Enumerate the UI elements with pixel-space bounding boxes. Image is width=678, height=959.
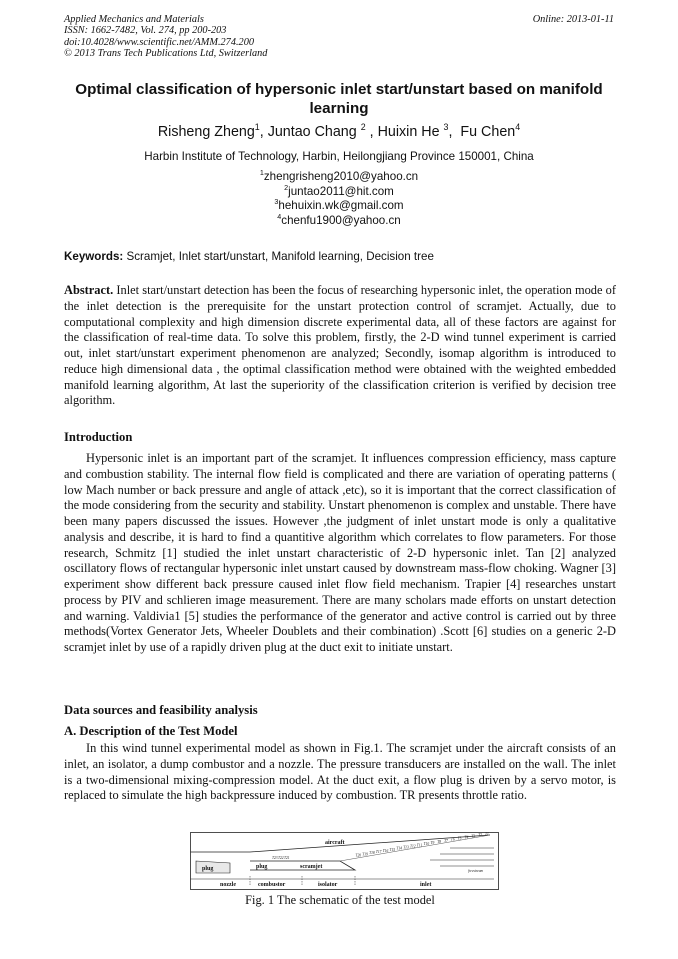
- data-sources-heading: Data sources and feasibility analysis: [64, 703, 258, 717]
- author-mark: 3: [443, 122, 449, 133]
- inlet-label: inlet: [420, 882, 432, 888]
- test-model-schematic: [190, 832, 499, 890]
- email-address: chenfu1900@yahoo.cn: [281, 213, 401, 227]
- plug-label: plug: [202, 866, 214, 872]
- author-list: Risheng Zheng$^1$, Juntao Chang $^2$ , Huixin He $^3$, Fu Chen$^4$: [157, 122, 521, 140]
- sensor-label: T9: [430, 841, 435, 846]
- isolator-label: isolator: [318, 882, 338, 888]
- sensor-label: T10: [423, 842, 430, 847]
- sensor-label: T3: [471, 834, 476, 839]
- email-entry: [64, 170, 614, 185]
- scramjet-label: scramjet: [300, 864, 323, 870]
- email-entry: [64, 182, 614, 200]
- sensor-label: T5: [457, 836, 462, 841]
- keywords-text: Scramjet, Inlet start/unstart, Manifold learning, Decision tree: [126, 250, 434, 263]
- sensor-label: T12: [410, 844, 416, 849]
- sensor-label: T13: [403, 845, 409, 850]
- abstract-text: Inlet start/unstart detection has been the focus of researching hypersonic inlet, the operation mode of the inlet detection is the prerequisite for the unstart protection control of scramjet. Actually, due to computational complexity and high dimension discrete experimental data, all of these factors are against for the classification of real-time data. To solve this problem, firstly, the 2-D wind tunnel experiment is carried out, inlet start/unstart experiment phenomenon are analyzed; Secondly, isomap algorithm is introduced to reduce high dimensional data , the optimal classification method were obtained with the weighted embedded manifold learning algorithm, At last the superiority of the classification criterion is verified by decision tree algorithm.: [64, 283, 616, 408]
- paper-title: Optimal classification of hypersonic inlet start/unstart based on manifold learning: [75, 81, 603, 117]
- author-name: Juntao Chang: [267, 124, 357, 140]
- sensor-label: T19: [362, 852, 368, 857]
- online-date: Online: 2013-01-11: [532, 14, 614, 25]
- sensor-label: T20: [355, 853, 362, 858]
- nozzle-label: nozzle: [220, 882, 236, 888]
- sensor-label: T14: [396, 846, 402, 851]
- sensor-label: T4: [464, 835, 469, 840]
- introduction-text: Hypersonic inlet is an important part of the scramjet. It influences compression efficiency, mass capture and combustion stability. The internal flow field is complicated and there are variation of operating patterns ( low Mach number or back pressure and angle of attack ,etc), so it is important that the correct classification of the mode considering from the security and stability. Unstart phenomenon is complex and unstable. There have been many papers discussed the issues. However ,the judgment of inlet unstart mode is only a qualitative analysis and describe, it is hard to find a quantitive algorithm which correlates to flow parameters. For those research, Schmitz [1] studied the inlet unstart characteristic of 2-D hypersonic inlet. Tan [2] analyzed oscillatory flows of rectangular hypersonic inlet unstart caused by downstream mass-flow choking. Wagner [3] experiment show different back pressure caused inlet flow field mechanism. Trapier [4] researches unstart process by PIV and schlieren image measurement. There are many scholars made efforts on unstart detection and warning. Valdivia1 [5] studies the performance of the generator and active control is carried out by three methods(Vortex Generator Jets, Wheeler Doublets and their combination) .Scott [6] studies on a generic 2-D scramjet inlet by use of a rapidly driven plug at the duct exit to initiate unstart.: [64, 451, 616, 654]
- email-list: [64, 170, 614, 228]
- sensor-label: T2: [478, 833, 482, 838]
- author-name: Fu Chen: [460, 124, 516, 140]
- author-mark: 4: [515, 122, 521, 133]
- issn-line: ISSN: 1662-7482, Vol. 274, pp 200-203: [64, 25, 227, 37]
- sensor-label: T22: [278, 856, 284, 860]
- aircraft-label: aircraft: [325, 840, 345, 846]
- email-address: hehuixin.wk@gmail.com: [278, 199, 404, 213]
- email-address: juntao2011@hit.com: [288, 184, 394, 198]
- keywords: [64, 250, 616, 263]
- author-mark: 1: [254, 122, 260, 133]
- journal-name: Applied Mechanics and Materials: [64, 14, 204, 25]
- sensor-label: T1: [485, 832, 489, 837]
- abstract: [64, 283, 616, 409]
- journal-header: [64, 14, 267, 60]
- copyright-line: © 2013 Trans Tech Publications Ltd, Switzerland: [64, 48, 268, 60]
- abstract-label: Abstract.: [64, 283, 114, 297]
- email-entry: [64, 199, 614, 214]
- email-mark: 4: [277, 211, 282, 221]
- doi-line: doi:10.4028/www.scientific.net/AMM.274.200: [64, 36, 254, 48]
- author-name: Risheng Zheng: [157, 124, 255, 140]
- sensor-label: T15: [389, 847, 396, 852]
- sensor-label: T17: [375, 850, 382, 855]
- sensor-label: T16: [382, 849, 389, 853]
- email-mark: 1: [259, 168, 264, 178]
- sensor-label: T11: [416, 843, 423, 848]
- sensor-label: T8: [437, 840, 442, 844]
- test-model-text: In this wind tunnel experimental model as shown in Fig.1. The scramjet under the aircraft consists of an inlet, an isolator, a dump combustor and a nozzle. The pressure transducers are installed on the wall. The inlet is a two-dimensional mixing-compression model. At the duct exit, a flow plug is driven by a servo motor, is replaced to simulate the high backpressure induced by combustion. TR presents throttle ratio.: [64, 741, 616, 803]
- figure-caption: Fig. 1 The schematic of the test model: [245, 893, 435, 907]
- author-name: Huixin He: [377, 124, 440, 140]
- email-entry: [64, 211, 614, 229]
- email-address: zhengrisheng2010@yahoo.cn: [263, 170, 419, 183]
- combustor-label: combustor: [258, 882, 286, 888]
- freestream-label: freestream: [468, 869, 484, 873]
- inner-plug-label: plug: [256, 864, 268, 870]
- sensor-label: T21: [284, 856, 290, 860]
- introduction-heading: Introduction: [64, 430, 133, 444]
- affiliation: Harbin Institute of Technology, Harbin, Heilongjiang Province 150001, China: [144, 150, 534, 163]
- email-mark: 2: [284, 182, 289, 192]
- test-model-heading: A. Description of the Test Model: [64, 724, 238, 738]
- sensor-label: T23: [272, 856, 278, 860]
- email-mark: 3: [274, 197, 279, 207]
- author-mark: 2: [360, 122, 366, 133]
- sensor-label: T18: [369, 851, 375, 856]
- keywords-label: Keywords:: [64, 250, 124, 263]
- sensor-label: T6: [450, 837, 455, 842]
- sensor-label: T7: [444, 838, 448, 843]
